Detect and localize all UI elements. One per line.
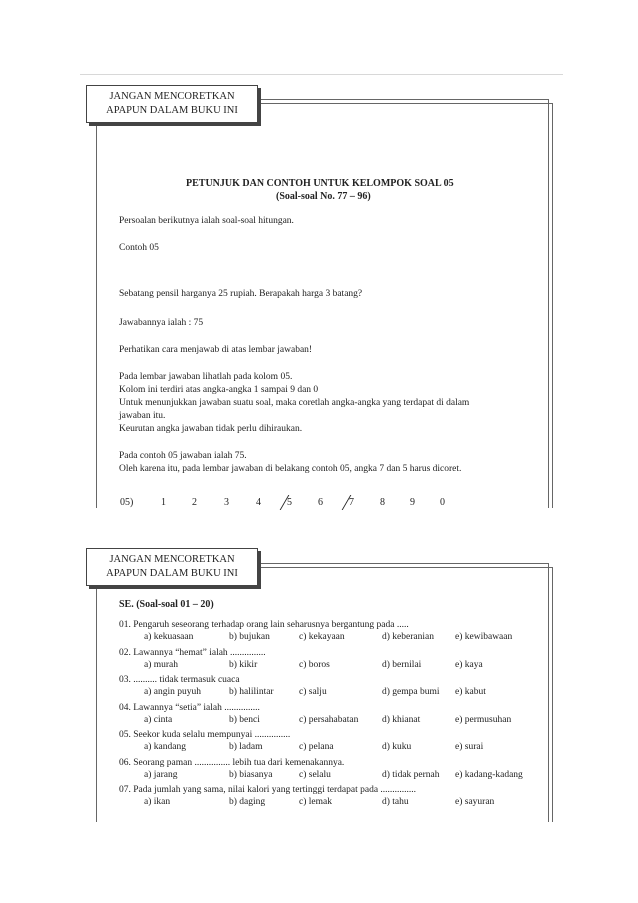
text-line: Keurutan angka jawaban tidak perlu dihiraukan.: [119, 424, 303, 434]
answer-option: d) bernilai: [382, 659, 422, 670]
answer-option: a) angin puyuh: [144, 687, 201, 697]
answer-digit: 0: [440, 497, 445, 508]
question-text: 07. Pada jumlah yang sama, nilai kalori yang tertinggi terdapat pada ...............: [119, 785, 417, 795]
warning-line: JANGAN MENCORETKAN: [109, 554, 235, 565]
answer-option: d) kuku: [382, 742, 412, 752]
answer-option: e) kaya: [455, 659, 483, 670]
question-text: 04. Lawannya “setia” ialah ...............: [119, 702, 260, 713]
text-line: Kolom ini terdiri atas angka-angka 1 sampai 9 dan 0: [119, 385, 319, 395]
answer-option: a) kandang: [144, 742, 186, 752]
answer-option: c) lemak: [299, 797, 332, 807]
answer-option: b) ladam: [229, 742, 263, 752]
question-text: 06. Seorang paman ............... lebih tua dari kemenakannya.: [119, 757, 345, 768]
answer-option: e) sayuran: [455, 797, 495, 807]
warning-line: APAPUN DALAM BUKU INI: [106, 105, 238, 116]
text-line: Sebatang pensil harganya 25 rupiah. Berapakah harga 3 batang?: [119, 289, 363, 299]
text-line: jawaban itu.: [119, 411, 166, 421]
answer-digit: 6: [318, 497, 323, 508]
answer-option: b) bujukan: [229, 632, 270, 642]
page-top-rule: [80, 74, 563, 75]
text-line: Contoh 05: [119, 243, 159, 253]
warning-line: APAPUN DALAM BUKU INI: [106, 568, 238, 579]
text-line: Jawabannya ialah : 75: [119, 318, 204, 328]
answer-option: b) halilintar: [229, 687, 274, 697]
answer-option: d) khianat: [382, 714, 421, 725]
answer-option: a) cinta: [144, 714, 173, 725]
answer-option: d) tidak pernah: [382, 769, 440, 780]
answer-digit: 8: [380, 497, 385, 508]
answer-option: a) murah: [144, 659, 179, 670]
question-text: 03. .......... tidak termasuk cuaca: [119, 675, 240, 685]
answer-option: c) pelana: [299, 742, 334, 752]
answer-option: e) kabut: [455, 687, 486, 697]
answer-option: a) jarang: [144, 769, 178, 780]
answer-digit: 4: [256, 497, 261, 508]
warning-box-2: [86, 548, 258, 586]
answer-label: 05): [120, 497, 134, 508]
answer-option: c) salju: [299, 687, 327, 697]
text-line: Untuk menunjukkan jawaban suatu soal, maka coretlah angka-angka yang terdapat di dalam: [119, 398, 470, 408]
answer-option: c) persahabatan: [299, 714, 359, 725]
page-subtitle: (Soal-soal No. 77 – 96): [276, 191, 371, 202]
text-line: Perhatikan cara menjawab di atas lembar jawaban!: [119, 345, 313, 355]
answer-option: b) benci: [229, 714, 260, 725]
answer-digit: 2: [192, 497, 197, 508]
answer-digit: 3: [224, 497, 229, 508]
page-title: PETUNJUK DAN CONTOH UNTUK KELOMPOK SOAL 05: [186, 178, 454, 189]
answer-option: e) surai: [455, 742, 484, 752]
answer-option: e) permusuhan: [455, 714, 512, 725]
answer-option: e) kewibawaan: [455, 632, 513, 642]
text-line: Persoalan berikutnya ialah soal-soal hitungan.: [119, 216, 294, 226]
answer-digit: 9: [410, 497, 415, 508]
answer-option: d) tahu: [382, 797, 409, 807]
question-text: 01. Pengaruh seseorang terhadap orang lain seharusnya bergantung pada .....: [119, 620, 409, 630]
text-line: Pada lembar jawaban lihatlah pada kolom 05.: [119, 372, 293, 382]
text-line: Oleh karena itu, pada lembar jawaban di belakang contoh 05, angka 7 dan 5 harus dicoret.: [119, 464, 462, 474]
question-text: 05. Seekor kuda selalu mempunyai ...............: [119, 730, 291, 740]
text-line: Pada contoh 05 jawaban ialah 75.: [119, 451, 247, 461]
answer-option: b) biasanya: [229, 769, 273, 780]
answer-option: c) kekayaan: [299, 632, 345, 642]
answer-option: b) daging: [229, 797, 266, 807]
answer-option: a) kekuasaan: [144, 632, 194, 642]
answer-option: e) kadang-kadang: [455, 769, 523, 780]
answer-option: a) ikan: [144, 797, 171, 807]
question-text: 02. Lawannya “hemat” ialah ...............: [119, 647, 266, 658]
page1-frame: [96, 99, 549, 508]
section-title: SE. (Soal-soal 01 – 20): [119, 599, 214, 610]
answer-option: b) kikir: [229, 659, 258, 670]
answer-digit: 1: [161, 497, 166, 508]
answer-option: d) keberanian: [382, 632, 434, 642]
answer-option: c) boros: [299, 659, 330, 670]
answer-option: c) selalu: [299, 769, 331, 780]
answer-option: d) gempa bumi: [382, 687, 440, 697]
warning-box-1: [86, 85, 258, 123]
answer-digit-struck: 5: [287, 497, 292, 508]
answer-digit-struck: 7: [349, 497, 354, 508]
warning-line: JANGAN MENCORETKAN: [109, 91, 235, 102]
